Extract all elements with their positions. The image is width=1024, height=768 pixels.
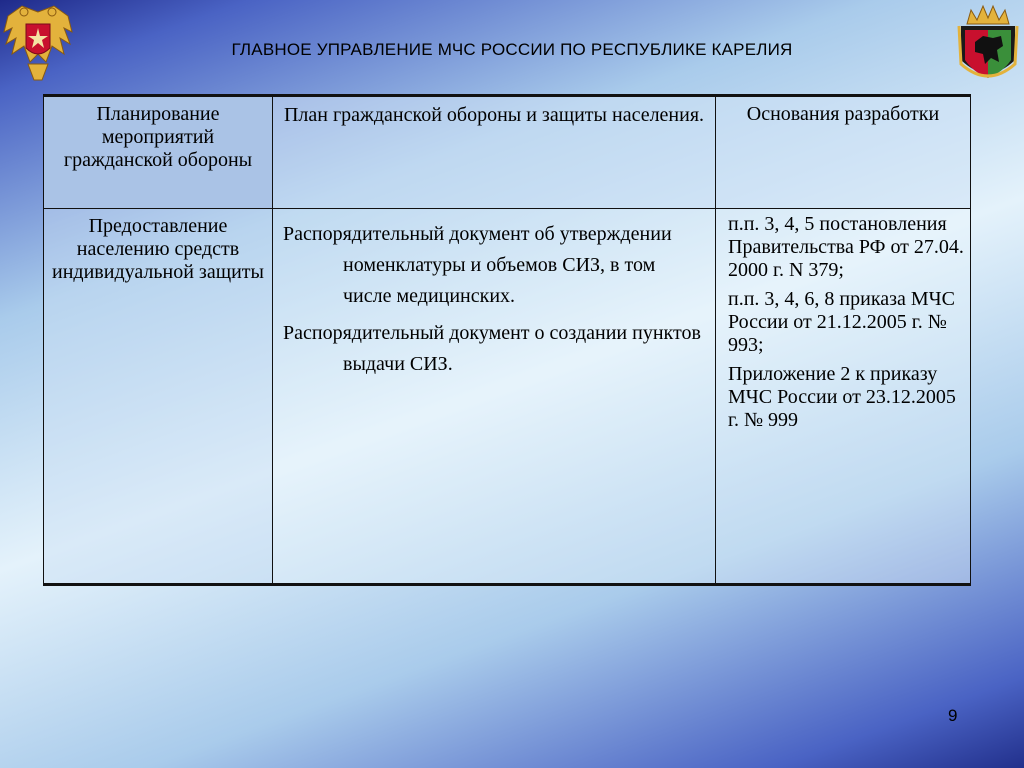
measure-item: Распорядительный документ о создании пунктов выдачи СИЗ. [283, 322, 701, 375]
activity-text: Предоставление населению средств индивидуальной защиты [52, 215, 264, 283]
civil-defense-plan-table [43, 94, 971, 586]
measure-item: Распорядительный документ об утверждении номенклатуры и объемов СИЗ, в том числе медицинских. [283, 223, 672, 307]
page-title: ГЛАВНОЕ УПРАВЛЕНИЕ МЧС РОССИИ ПО РЕСПУБЛИКЕ КАРЕЛИЯ [231, 40, 793, 59]
basis-item: п.п. 3, 4, 6, 8 приказа МЧС России от 21.12.2005 г. № 993; [728, 288, 956, 356]
cell-basis [716, 209, 971, 585]
page-number: 9 [948, 706, 958, 725]
table-row [44, 209, 971, 585]
column-header-activities-label: Планирование мероприятий гражданской обороны [63, 103, 253, 171]
cell-activity [44, 209, 273, 585]
column-header-plan [273, 96, 716, 209]
column-header-activities [44, 96, 273, 209]
basis-item: Приложение 2 к приказу МЧС России от 23.12.2005 г. № 999 [728, 363, 956, 431]
basis-item: п.п. 3, 4, 5 постановления Правительства РФ от 27.04. 2000 г. N 379; [728, 213, 964, 281]
column-header-basis-label: Основания разработки [746, 103, 940, 125]
table-header-row [44, 96, 971, 209]
cell-measures [273, 209, 716, 585]
column-header-basis [716, 96, 971, 209]
column-header-plan-label: План гражданской обороны и защиты населения. [283, 104, 705, 126]
